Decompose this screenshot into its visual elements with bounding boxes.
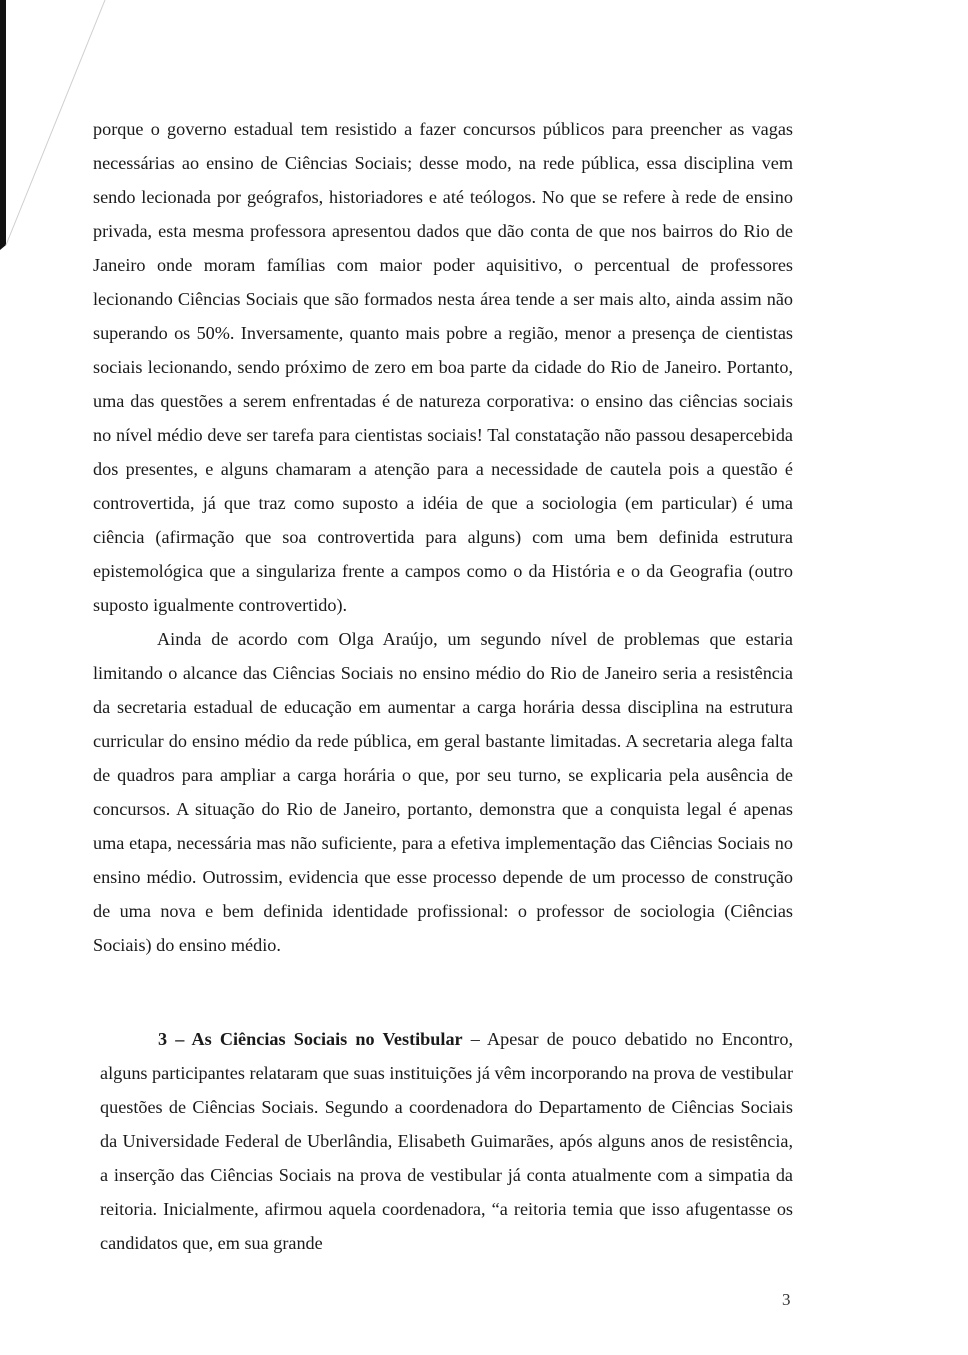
page-body	[93, 112, 793, 962]
page-number: 3	[782, 1290, 791, 1309]
paragraph-continued: porque o governo estadual tem resistido a fazer concursos públicos para preencher as vagas necessárias ao ensino de Ciências Sociais; desse modo, na rede pública, essa disciplina vem sendo lecionada por geógrafos, historiadores e até teólogos. No que se refere à rede de ensino privada, esta mesma professora apresentou dados que dão conta de que nos bairros do Rio de Janeiro onde moram famílias com maior poder aquisitivo, o percentual de professores lecionando Ciências Sociais que são formados nesta área tende a ser mais alto, ainda assim não superando os 50%. Inversamente, quanto mais pobre a região, menor a presença de cientistas sociais lecionando, sendo próximo de zero em boa parte da cidade do Rio de Janeiro. Portanto, uma das questões a serem enfrentadas é de natureza corporativa: o ensino das ciências sociais no nível médio deve ser tarefa para cientistas sociais! Tal constatação não passou desapercebida dos presentes, e alguns chamaram a atenção para a necessidade de cautela pois a questão é controvertida, já que traz como suposto a idéia de que a sociologia (em particular) é uma ciência (afirmação que soa controvertida para alguns) com uma bem definida estrutura epistemológica que a singulariza frente a campos como o da História e o da Geografia (outro suposto igualmente controvertido).	[93, 119, 793, 615]
scan-edge-dark	[0, 0, 6, 250]
section-3-text: – Apesar de pouco debatido no Encontro, alguns participantes relataram que suas instituições já vêm incorporando na prova de vestibular questões de Ciências Sociais. Segundo a coordenadora do Departamento de Ciências Sociais da Universidade Federal de Uberlândia, Elisabeth Guimarães, após alguns anos de resistência, a inserção das Ciências Sociais na prova de vestibular já conta atualmente com a simpatia da reitoria. Inicialmente, afirmou aquela coordenadora, “a reitoria temia que isso afugentasse os candidatos que, em sua grande	[100, 1029, 793, 1253]
scan-edge-line	[6, 0, 105, 245]
section-3-paragraph	[100, 1022, 793, 1260]
paragraph-olga-araujo: Ainda de acordo com Olga Araújo, um segundo nível de problemas que estaria limitando o alcance das Ciências Sociais no ensino médio do Rio de Janeiro seria a resistência da secretaria estadual de educação em aumentar a carga horária dessa disciplina na estrutura curricular do ensino médio da rede pública, em geral bastante limitadas. A secretaria alega falta de quadros para ampliar a carga horária o que, por seu turno, se explicaria pela ausência de concursos. A situação do Rio de Janeiro, portanto, demonstra que a conquista legal é apenas uma etapa, necessária mas não suficiente, para a efetiva implementação das Ciências Sociais no ensino médio. Outrossim, evidencia que esse processo depende de um processo de construção de uma nova e bem definida identidade profissional: o professor de sociologia (Ciências Sociais) do ensino médio.	[93, 629, 793, 955]
section-3-heading: 3 – As Ciências Sociais no Vestibular	[158, 1029, 463, 1049]
